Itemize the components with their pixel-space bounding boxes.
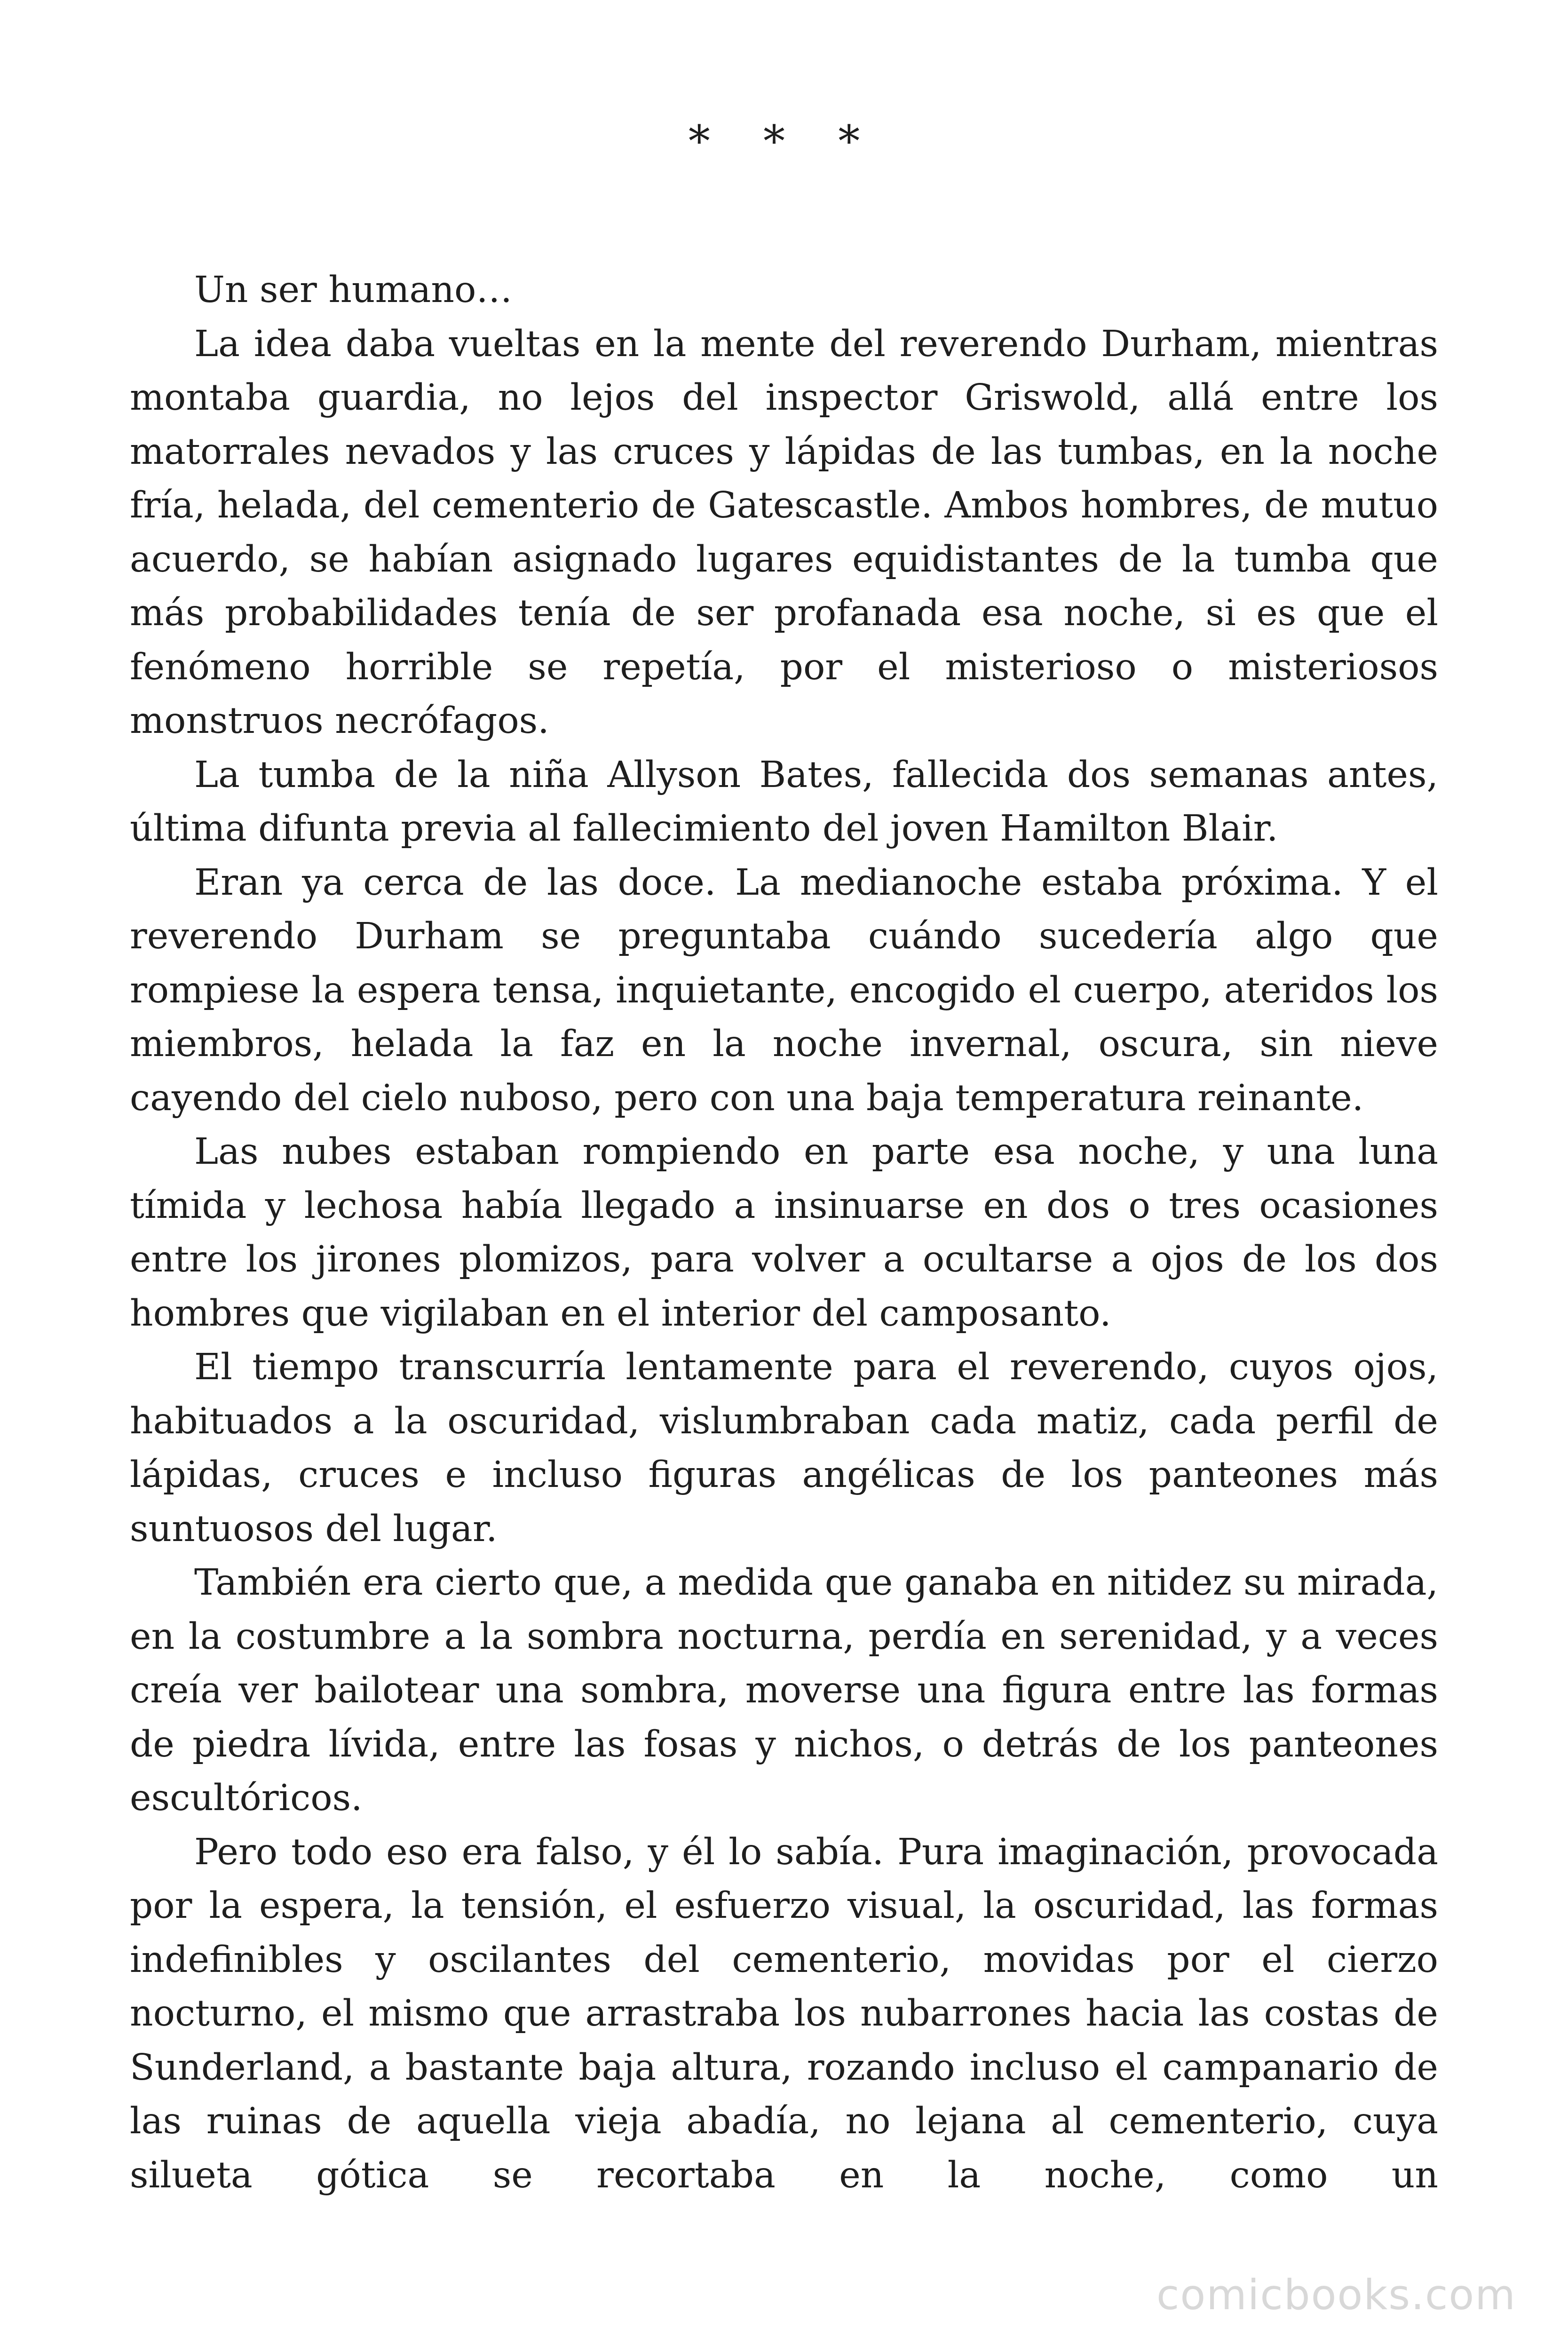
- paragraph: Un ser humano…: [194, 269, 513, 311]
- paragraph: Eran ya cerca de las doce. La medianoche estaba próxima. Y el reverendo Durham se preguntaba cuándo sucedería algo que rompiese la espera tensa, inquietante, encogido el cuerpo, ateridos los miembros, helada la faz en la noche invernal, oscura, sin nieve cayendo del cielo nuboso, pero con una baja temperatura reinante.: [130, 861, 1438, 1119]
- watermark: comicbooks.com: [1156, 2271, 1516, 2319]
- section-separator: * * *: [688, 116, 880, 167]
- paragraph: Pero todo eso era falso, y él lo sabía. Pura imaginación, provocada por la espera, la tensión, el esfuerzo visual, la oscuridad, las formas indefinibles y oscilantes del cementerio, movidas por el cierzo nocturno, el mismo que arrastraba los nubarrones hacia las costas de Sunderland, a bastante baja altura, rozando incluso el campanario de las ruinas de aquella vieja abadía, no lejana al cementerio, cuya silueta gótica se recortaba en la noche, como un: [130, 1831, 1438, 2196]
- paragraph: La idea daba vueltas en la mente del reverendo Durham, mientras montaba guardia, no lejos del inspector Griswold, allá entre los matorrales nevados y las cruces y lápidas de las tumbas, en la noche fría, helada, del cementerio de Gatescastle. Ambos hombres, de mutuo acuerdo, se habían asignado lugares equidistantes de la tumba que más probabilidades tenía de ser profanada esa noche, si es que el fenómeno horrible se repetía, por el misterioso o misteriosos monstruos necrófagos.: [130, 323, 1438, 742]
- paragraph: La tumba de la niña Allyson Bates, fallecida dos semanas antes, última difunta previa al fallecimiento del joven Hamilton Blair.: [130, 754, 1438, 850]
- paragraph: Las nubes estaban rompiendo en parte esa noche, y una luna tímida y lechosa había llegado a insinuarse en dos o tres ocasiones entre los jirones plomizos, para volver a ocultarse a ojos de los dos hombres que vigilaban en el interior del camposanto.: [130, 1131, 1438, 1335]
- paragraph: También era cierto que, a medida que ganaba en nitidez su mirada, en la costumbre a la sombra nocturna, perdía en serenidad, y a veces creía ver bailotear una sombra, moverse una figura entre las formas de piedra lívida, entre las fosas y nichos, o detrás de los panteones escultóricos.: [130, 1562, 1438, 1819]
- body-text: [130, 263, 1438, 2202]
- paragraph: El tiempo transcurría lentamente para el reverendo, cuyos ojos, habituados a la oscuridad, vislumbraban cada matiz, cada perfil de lápidas, cruces e incluso figuras angélicas de los panteones más suntuosos del lugar.: [130, 1346, 1438, 1550]
